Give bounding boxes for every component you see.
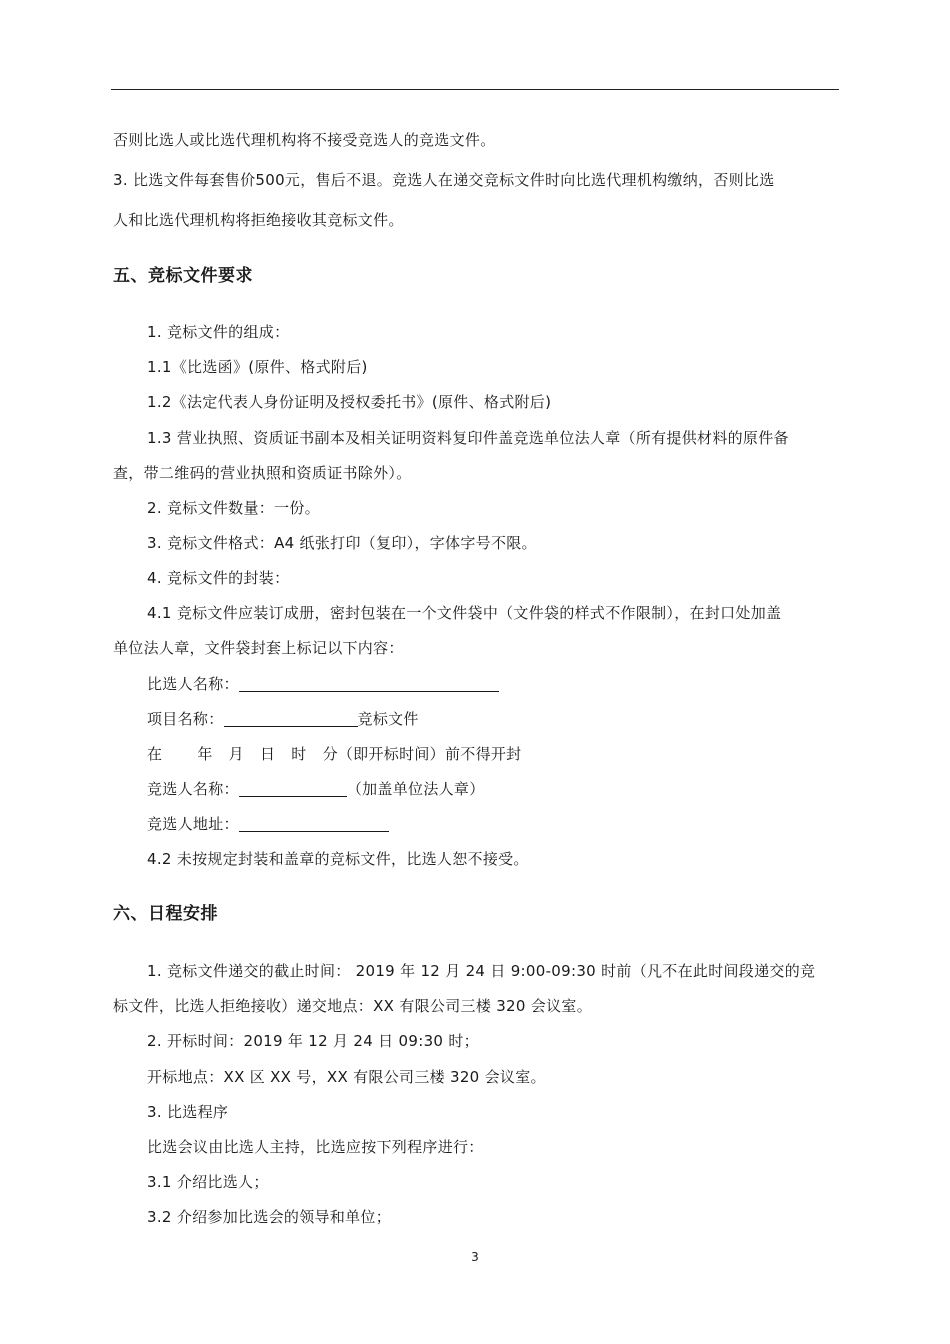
form-project-name	[147, 709, 419, 729]
form-date-rest: 分（即开标时间）前不得开封	[322, 745, 522, 763]
form-competitor-name-blank	[239, 780, 347, 797]
s5-item-1-1: 1.1《比选函》(原件、格式附后)	[147, 358, 368, 376]
s5-item-1-2: 1.2《法定代表人身份证明及授权委托书》(原件、格式附后)	[147, 393, 552, 411]
form-date-hour: 时	[291, 745, 307, 763]
form-open-date	[147, 744, 521, 764]
s6-item-2-place: 开标地点：XX 区 XX 号，XX 有限公司三楼 320 会议室。	[147, 1068, 546, 1086]
form-date-day: 日	[259, 745, 276, 763]
s6-item-3-1: 3.1 介绍比选人；	[147, 1173, 269, 1191]
section-6-heading: 六、日程安排	[113, 904, 218, 924]
form-bidder-name-label: 比选人名称：	[147, 675, 239, 693]
form-competitor-name-suffix: （加盖单位法人章）	[346, 780, 485, 798]
form-project-name-label: 项目名称：	[147, 710, 224, 728]
intro-line-3: 人和比选代理机构将拒绝接收其竞标文件。	[113, 211, 404, 229]
form-competitor-address-blank	[239, 815, 389, 832]
form-competitor-name	[147, 779, 485, 799]
form-bidder-name	[147, 674, 499, 694]
s5-item-3: 3. 竞标文件格式：A4 纸张打印（复印），字体字号不限。	[147, 534, 537, 552]
s5-item-4: 4. 竞标文件的封装：	[147, 569, 290, 587]
s5-item-1-3b: 查，带二维码的营业执照和资质证书除外）。	[113, 464, 412, 482]
intro-line-1: 否则比选人或比选代理机构将不接受竞选人的竞选文件。	[113, 131, 496, 149]
form-project-name-suffix: 竞标文件	[357, 710, 419, 728]
form-project-name-blank	[224, 710, 358, 727]
s6-item-2: 2. 开标时间：2019 年 12 月 24 日 09:30 时；	[147, 1032, 479, 1050]
form-competitor-address	[147, 814, 389, 834]
form-competitor-name-label: 竞选人名称：	[147, 780, 239, 798]
s5-item-4-1a: 4.1 竞标文件应装订成册，密封包装在一个文件袋中（文件袋的样式不作限制），在封口处加盖	[147, 604, 782, 622]
s6-item-1a: 1. 竞标文件递交的截止时间： 2019 年 12 月 24 日 9:00-09:30 时前（凡不在此时间段递交的竞	[147, 962, 816, 980]
form-date-month: 月	[228, 745, 244, 763]
form-date-zai: 在	[147, 745, 163, 763]
s6-item-3-intro: 比选会议由比选人主持，比选应按下列程序进行：	[147, 1138, 484, 1156]
section-5-heading: 五、竞标文件要求	[113, 266, 253, 286]
s5-item-1: 1. 竞标文件的组成：	[147, 323, 290, 341]
form-competitor-address-label: 竞选人地址：	[147, 815, 239, 833]
header-rule	[111, 89, 839, 90]
page-number: 3	[471, 1250, 479, 1264]
form-bidder-name-blank	[239, 675, 499, 692]
s6-item-3: 3. 比选程序	[147, 1103, 229, 1121]
s6-item-1b: 标文件，比选人拒绝接收）递交地点：XX 有限公司三楼 320 会议室。	[113, 997, 592, 1015]
intro-line-2: 3. 比选文件每套售价500元，售后不退。竞选人在递交竞标文件时向比选代理机构缴纳，否则比选	[113, 171, 775, 189]
s5-item-4-1b: 单位法人章，文件袋封套上标记以下内容：	[113, 639, 404, 657]
form-date-year: 年	[197, 745, 213, 763]
s5-item-4-2: 4.2 未按规定封装和盖章的竞标文件，比选人恕不接受。	[147, 850, 529, 868]
s5-item-2: 2. 竞标文件数量：一份。	[147, 499, 320, 517]
s6-item-3-2: 3.2 介绍参加比选会的领导和单位；	[147, 1208, 392, 1226]
s5-item-1-3a: 1.3 营业执照、资质证书副本及相关证明资料复印件盖竞选单位法人章（所有提供材料的原件备	[147, 429, 789, 447]
